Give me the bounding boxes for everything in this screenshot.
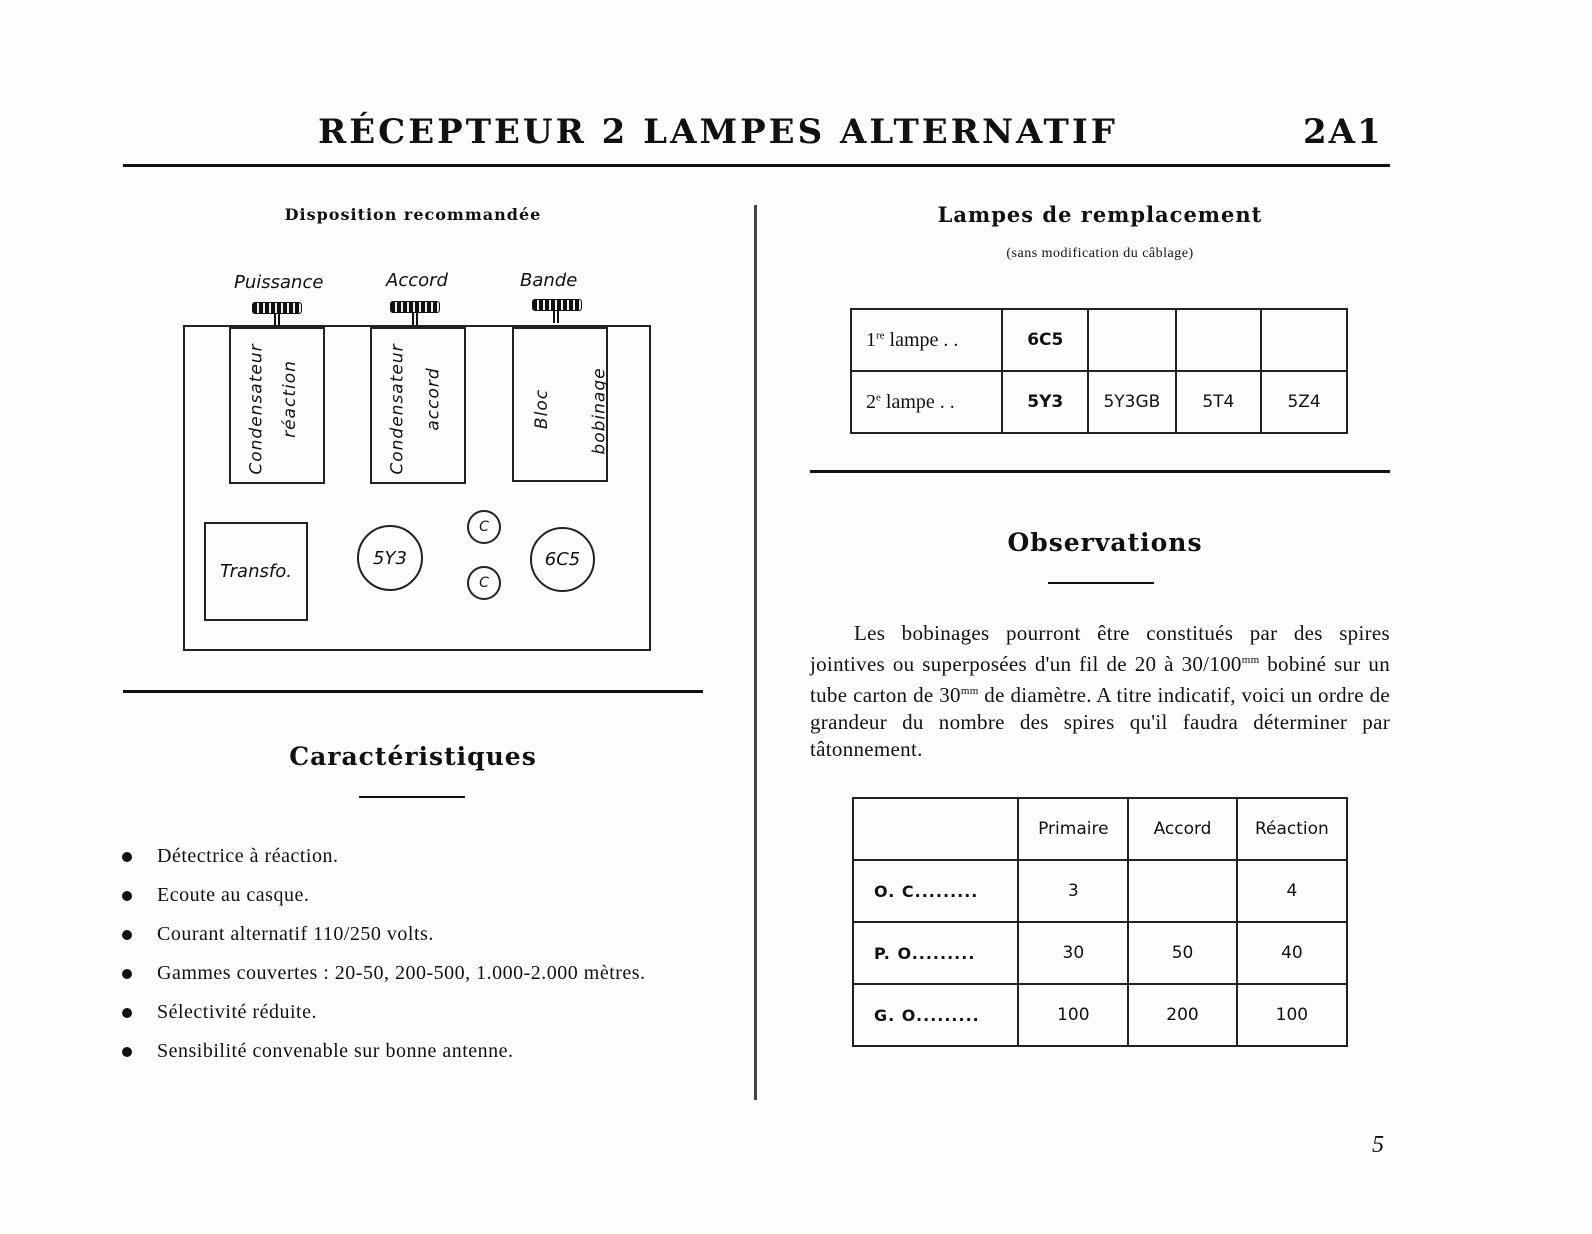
column-header: Réaction [1237, 798, 1347, 860]
knob-label-accord: Accord [386, 270, 448, 291]
capacitor [467, 510, 501, 544]
table-cell: 40 [1237, 922, 1347, 984]
component-label: réaction [279, 360, 300, 438]
turns-table [852, 797, 1348, 1047]
table-cell: 30 [1018, 922, 1128, 984]
replacement-heading: Lampes de remplacement [937, 202, 1263, 227]
table-cell [1176, 309, 1262, 371]
column-divider [754, 205, 757, 1100]
row-label: G. O......... [853, 984, 1018, 1046]
table-row [853, 984, 1347, 1046]
table-cell: 50 [1128, 922, 1237, 984]
transformer [204, 522, 308, 621]
bullet-icon [122, 930, 132, 940]
knob-icon [532, 299, 582, 311]
characteristics-heading: Caractéristiques [289, 742, 537, 771]
table-cell: 5Y3 [1002, 371, 1088, 433]
knob-label-puissance: Puissance [234, 272, 324, 293]
component-label: accord [423, 367, 444, 431]
knob-stem [412, 313, 418, 325]
table-cell: 4 [1237, 860, 1347, 922]
knob-stem [553, 311, 559, 323]
item-text: Gammes couvertes : 20-50, 200-500, 1.000-2.000 mètres. [157, 962, 646, 984]
replacement-subheading: (sans modification du câblage) [1006, 246, 1194, 261]
table-cell: 3 [1018, 860, 1128, 922]
list-item [122, 884, 704, 907]
table-cell: 200 [1128, 984, 1237, 1046]
component-label: Condensateur [246, 343, 267, 475]
table-header-row [853, 798, 1347, 860]
component-label: bobinage [589, 367, 610, 455]
column-header: Accord [1128, 798, 1237, 860]
table-cell: 100 [1237, 984, 1347, 1046]
list-item [122, 923, 704, 946]
replacement-table [850, 308, 1348, 434]
table-cell [1128, 860, 1237, 922]
component-label: 6C5 [544, 549, 581, 570]
table-row [853, 922, 1347, 984]
row-label: P. O......... [853, 922, 1018, 984]
component-label: Transfo. [220, 561, 292, 582]
heading-underline [1048, 582, 1154, 584]
section-rule [123, 690, 703, 693]
bullet-icon [122, 852, 132, 862]
list-item [122, 845, 704, 868]
item-text: Détectrice à réaction. [157, 845, 339, 867]
bloc-bobinage [512, 327, 608, 482]
row-label: 2e lampe . . [851, 371, 1002, 433]
knob-label-bande: Bande [520, 270, 578, 291]
component-label: C [479, 519, 489, 535]
component-label: Bloc [532, 388, 553, 430]
bullet-icon [122, 891, 132, 901]
bullet-icon [122, 969, 132, 979]
row-label: O. C......... [853, 860, 1018, 922]
row-label: 1re lampe . . [851, 309, 1002, 371]
tube-5y3 [357, 525, 423, 591]
header-rule [123, 164, 1390, 167]
list-item [122, 1001, 704, 1024]
model-code: 2A1 [1303, 112, 1383, 152]
page-number: 5 [1372, 1132, 1384, 1158]
column-header: Primaire [1018, 798, 1128, 860]
table-cell: 5Z4 [1261, 371, 1347, 433]
knob-icon [390, 301, 440, 313]
bullet-icon [122, 1008, 132, 1018]
component-label: C [479, 575, 489, 591]
knob-icon [252, 302, 302, 314]
condensateur-accord [370, 327, 466, 484]
item-text: Sélectivité réduite. [157, 1001, 317, 1023]
table-row [851, 371, 1347, 433]
tube-6c5 [530, 527, 595, 592]
section-rule [810, 470, 1390, 473]
item-text: Ecoute au casque. [157, 884, 310, 906]
table-cell: 5Y3GB [1088, 371, 1175, 433]
table-cell: 6C5 [1002, 309, 1088, 371]
list-item [122, 962, 704, 985]
table-cell: 5T4 [1176, 371, 1262, 433]
page-title: RÉCEPTEUR 2 LAMPES ALTERNATIF [318, 112, 1118, 152]
component-label: Condensateur [387, 343, 408, 475]
characteristics-list [122, 845, 704, 1079]
heading-underline [359, 796, 465, 798]
bullet-icon [122, 1047, 132, 1057]
list-item [122, 1040, 704, 1063]
layout-heading: Disposition recommandée [284, 205, 542, 224]
observations-paragraph: Les bobinages pourront être constitués par des spires jointives ou superposées d'un fil de 20 à $30/100^{mm}$ bobiné sur un tube carton de $30^{mm}$ de diamètre. A titre indicatif, voici un ordre de grandeur du nombre des spires qu'il faudra déterminer par tâtonnement. [810, 621, 1390, 761]
table-cell [1088, 309, 1175, 371]
table-cell: 100 [1018, 984, 1128, 1046]
table-row [851, 309, 1347, 371]
capacitor [467, 566, 501, 600]
observations-heading: Observations [1007, 528, 1203, 557]
table-cell [1261, 309, 1347, 371]
table-row [853, 860, 1347, 922]
column-header [853, 798, 1018, 860]
item-text: Courant alternatif 110/250 volts. [157, 923, 434, 945]
item-text: Sensibilité convenable sur bonne antenne. [157, 1040, 514, 1062]
condensateur-reaction [229, 327, 325, 484]
component-label: 5Y3 [373, 547, 407, 569]
